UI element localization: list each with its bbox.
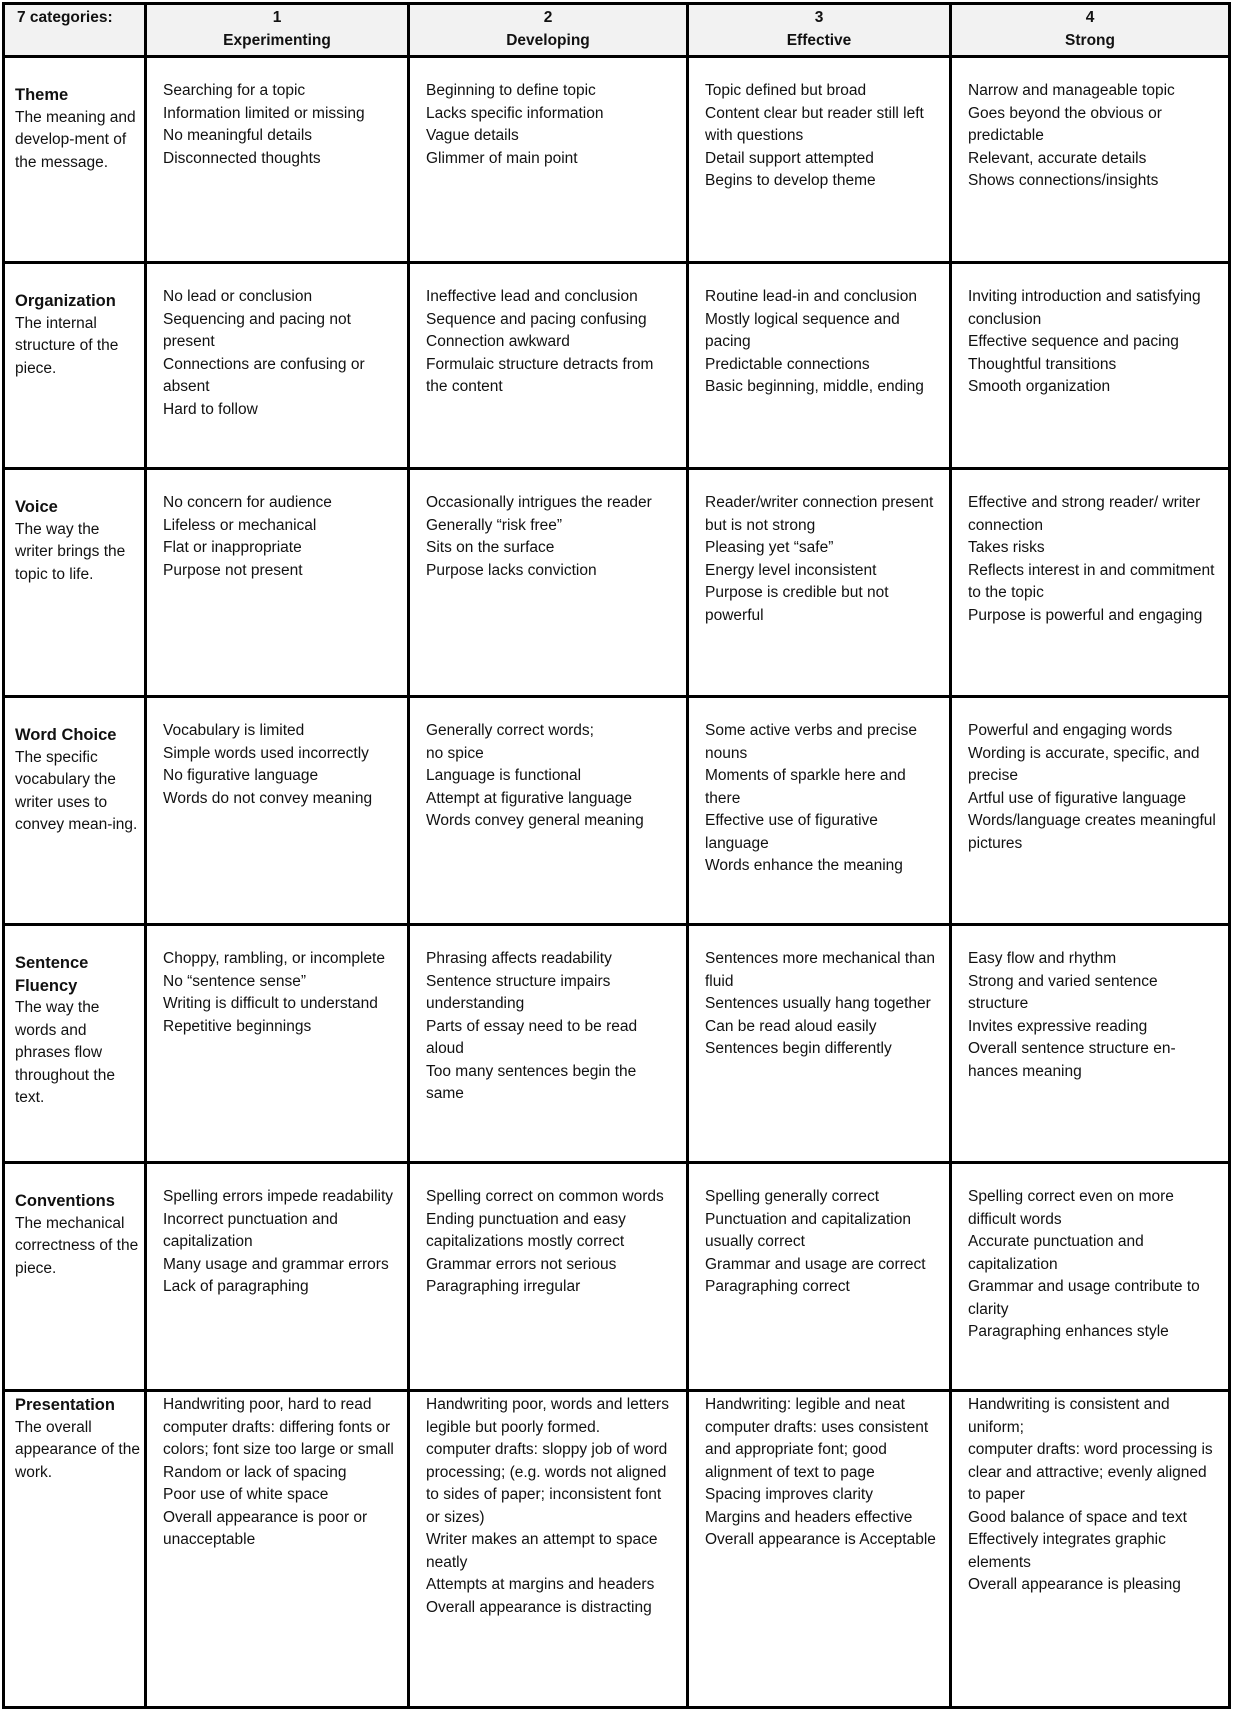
rubric-row-theme <box>4 57 1230 263</box>
criterion-item: Words do not convey meaning <box>163 789 373 807</box>
criterion-item: Purpose is credible but not powerful <box>705 584 889 624</box>
criterion-item: Content clear but reader still left with questions <box>705 104 924 144</box>
criterion-item: Easy flow and rhythm <box>968 950 1117 967</box>
criterion-item: Hard to follow <box>163 400 258 418</box>
criterion-item: Sentences usually hang together <box>705 995 931 1012</box>
criteria-list <box>705 1186 941 1299</box>
criterion-item: Punctuation and capitalization usually correct <box>705 1210 911 1250</box>
criteria-list <box>705 80 941 193</box>
criteria-list <box>163 948 399 1038</box>
criterion-item: Attempts at margins and headers <box>426 1576 655 1593</box>
criterion-item: Good balance of space and text <box>968 1508 1187 1526</box>
level-label: Experimenting <box>223 31 331 49</box>
criterion-item: Choppy, rambling, or incomplete <box>163 950 385 967</box>
criterion-item: No concern for audience <box>163 494 332 511</box>
criterion-item: Many usage and grammar errors <box>163 1255 389 1273</box>
level-3-cell <box>688 1391 951 1708</box>
criterion-item: Detail support attempted <box>705 149 874 167</box>
criterion-item: Overall appearance is distracting <box>426 1598 652 1616</box>
level-label: Effective <box>786 31 852 49</box>
criterion-item: Generally correct words; <box>426 722 594 739</box>
criteria-list <box>163 80 399 170</box>
category-name: Organization <box>15 292 116 310</box>
criterion-item: Accurate punctuation and capitalization <box>968 1233 1144 1273</box>
category-cell <box>4 469 146 697</box>
criterion-item: Generally “risk free” <box>426 516 563 534</box>
criterion-item: Occasionally intrigues the reader <box>426 494 652 511</box>
criterion-item: No “sentence sense” <box>163 972 307 990</box>
criterion-item: Overall sentence structure en-hances meaning <box>968 1040 1176 1080</box>
criterion-item: Formulaic structure detracts from the content <box>426 355 654 395</box>
criteria-list <box>705 948 941 1061</box>
criterion-item: computer drafts: sloppy job of word processing; (e.g. words not aligned to sides of paper; inconsistent font or sizes) <box>426 1441 668 1526</box>
criteria-list <box>163 1186 399 1299</box>
criterion-item: Ending punctuation and easy capitalizations mostly correct <box>426 1210 626 1250</box>
criterion-item: Moments of sparkle here and there <box>705 767 906 807</box>
criterion-item: No lead or conclusion <box>163 288 313 305</box>
level-label: Strong <box>1065 31 1115 49</box>
criterion-item: Shows connections/insights <box>968 172 1159 189</box>
criterion-item: Mostly logical sequence and pacing <box>705 310 900 350</box>
level-4-cell <box>951 1391 1230 1708</box>
level-1-cell <box>146 697 409 925</box>
level-2-cell <box>409 697 688 925</box>
level-1-cell <box>146 1163 409 1391</box>
criteria-list <box>705 1394 941 1552</box>
criterion-item: Spelling generally correct <box>705 1188 880 1205</box>
criterion-item: Poor use of white space <box>163 1486 329 1503</box>
criterion-item: No meaningful details <box>163 127 313 144</box>
header-row <box>4 4 1230 57</box>
criterion-item: Spelling correct on common words <box>426 1188 664 1205</box>
category-name: Presentation <box>15 1396 115 1414</box>
criterion-item: Too many sentences begin the same <box>426 1062 637 1102</box>
criterion-item: Spelling correct even on more difficult words <box>968 1188 1174 1228</box>
criterion-item: Grammar and usage contribute to clarity <box>968 1278 1200 1318</box>
level-4-cell <box>951 57 1230 263</box>
criterion-item: Lifeless or mechanical <box>163 516 317 534</box>
criterion-item: Predictable connections <box>705 355 870 373</box>
rubric-row-presentation <box>4 1391 1230 1708</box>
criterion-item: Connection awkward <box>426 333 570 350</box>
category-description: The mechanical correctness of the piece. <box>15 1214 139 1277</box>
level-3-cell <box>688 263 951 469</box>
criteria-list <box>705 720 941 878</box>
level-4-cell <box>951 469 1230 697</box>
criterion-item: Handwriting poor, hard to read <box>163 1396 372 1413</box>
level-number: 3 <box>814 9 824 26</box>
criterion-item: Purpose not present <box>163 561 303 579</box>
criterion-item: Reader/writer connection present but is not strong <box>705 494 934 534</box>
criterion-item: Phrasing affects readability <box>426 950 612 967</box>
criterion-item: Attempt at figurative language <box>426 789 632 807</box>
level-header-1 <box>146 4 409 57</box>
level-4-cell <box>951 925 1230 1163</box>
criteria-list <box>968 1394 1220 1597</box>
criterion-item: Grammar and usage are correct <box>705 1255 926 1273</box>
categories-label: 7 categories: <box>17 9 113 26</box>
level-header-4 <box>951 4 1230 57</box>
category-cell <box>4 697 146 925</box>
criterion-item: Goes beyond the obvious or predictable <box>968 104 1162 144</box>
criterion-item: Purpose lacks conviction <box>426 561 597 579</box>
rubric-row-conventions <box>4 1163 1230 1391</box>
criteria-list <box>426 720 678 833</box>
criteria-list <box>426 1394 678 1619</box>
criterion-item: Information limited or missing <box>163 104 365 122</box>
category-description: The specific vocabulary the writer uses to convey mean-ing. <box>15 748 138 833</box>
criterion-item: Disconnected thoughts <box>163 149 321 167</box>
criterion-item: Some active verbs and precise nouns <box>705 722 917 762</box>
criterion-item: Sequencing and pacing not present <box>163 310 351 350</box>
criterion-item: Random or lack of spacing <box>163 1463 347 1481</box>
criterion-item: Sits on the surface <box>426 539 555 556</box>
criteria-list <box>426 948 678 1106</box>
categories-header <box>4 4 146 57</box>
level-3-cell <box>688 925 951 1163</box>
criterion-item: Lack of paragraphing <box>163 1278 309 1295</box>
criterion-item: Thoughtful transitions <box>968 355 1117 373</box>
criterion-item: Wording is accurate, specific, and precise <box>968 744 1200 784</box>
writing-rubric-table <box>2 2 1231 1709</box>
criterion-item: Effective sequence and pacing <box>968 333 1179 350</box>
criterion-item: Begins to develop theme <box>705 172 876 189</box>
criterion-item: Sentences begin differently <box>705 1040 892 1057</box>
criterion-item: computer drafts: differing fonts or colors; font size too large or small <box>163 1418 394 1458</box>
level-2-cell <box>409 925 688 1163</box>
criterion-item: Pleasing yet “safe” <box>705 539 834 556</box>
criterion-item: Effective and strong reader/ writer connection <box>968 494 1201 534</box>
level-2-cell <box>409 263 688 469</box>
criterion-item: Writing is difficult to understand <box>163 995 378 1012</box>
level-1-cell <box>146 925 409 1163</box>
criterion-item: Words enhance the meaning <box>705 857 903 874</box>
level-2-cell <box>409 1391 688 1708</box>
criterion-item: Takes risks <box>968 539 1045 556</box>
category-description: The internal structure of the piece. <box>15 314 119 377</box>
criterion-item: Simple words used incorrectly <box>163 744 369 762</box>
criterion-item: Invites expressive reading <box>968 1017 1148 1035</box>
level-label: Developing <box>506 31 590 49</box>
criterion-item: Handwriting: legible and neat <box>705 1396 905 1413</box>
criteria-list <box>426 492 678 582</box>
level-1-cell <box>146 263 409 469</box>
criteria-list <box>968 286 1220 399</box>
category-cell <box>4 925 146 1163</box>
category-cell <box>4 1163 146 1391</box>
criterion-item: Words/language creates meaningful pictures <box>968 812 1216 852</box>
criterion-item: Connections are confusing or absent <box>163 355 365 395</box>
criterion-item: Margins and headers effective <box>705 1508 913 1526</box>
criterion-item: Sequence and pacing confusing <box>426 310 647 328</box>
rubric-row-word-choice <box>4 697 1230 925</box>
category-name: Voice <box>15 498 58 516</box>
criterion-item: computer drafts: word processing is clear and attractive; evenly aligned to paper <box>968 1441 1213 1503</box>
criteria-list <box>163 1394 399 1552</box>
level-header-2 <box>409 4 688 57</box>
level-number: 4 <box>1085 9 1095 26</box>
level-3-cell <box>688 697 951 925</box>
criterion-item: computer drafts: uses consistent and appropriate font; good alignment of text to page <box>705 1418 929 1481</box>
level-2-cell <box>409 57 688 263</box>
criterion-item: Vocabulary is limited <box>163 722 305 739</box>
level-4-cell <box>951 263 1230 469</box>
criterion-item: Topic defined but broad <box>705 82 867 99</box>
level-1-cell <box>146 469 409 697</box>
level-header-3 <box>688 4 951 57</box>
criteria-list <box>705 286 941 399</box>
criterion-item: Paragraphing irregular <box>426 1278 581 1295</box>
level-3-cell <box>688 469 951 697</box>
category-cell <box>4 1391 146 1708</box>
rubric-body <box>4 57 1230 1708</box>
criteria-list <box>705 492 941 627</box>
category-description: The way the words and phrases flow throughout the text. <box>15 999 115 1106</box>
criterion-item: Can be read aloud easily <box>705 1017 877 1035</box>
level-2-cell <box>409 1163 688 1391</box>
criterion-item: Basic beginning, middle, ending <box>705 378 924 395</box>
rubric-row-voice <box>4 469 1230 697</box>
rubric-row-sentence-fluency <box>4 925 1230 1163</box>
criterion-item: Beginning to define topic <box>426 82 596 99</box>
criterion-item: Parts of essay need to be read aloud <box>426 1017 638 1057</box>
criterion-item: Spelling errors impede readability <box>163 1188 394 1205</box>
criterion-item: Smooth organization <box>968 378 1111 395</box>
criterion-item: Handwriting poor, words and letters legible but poorly formed. <box>426 1396 669 1436</box>
criterion-item: Reflects interest in and commitment to the topic <box>968 561 1215 601</box>
criteria-list <box>968 720 1220 855</box>
criterion-item: Effective use of figurative language <box>705 812 878 852</box>
criteria-list <box>163 720 399 810</box>
criterion-item: Overall appearance is pleasing <box>968 1576 1181 1593</box>
criteria-list <box>426 286 678 399</box>
category-name: Sentence Fluency <box>15 954 89 995</box>
criterion-item: Vague details <box>426 127 519 144</box>
criterion-item: Effectively integrates graphic elements <box>968 1531 1166 1571</box>
level-number: 2 <box>543 9 553 26</box>
criterion-item: Purpose is powerful and engaging <box>968 606 1203 624</box>
criteria-list <box>968 492 1220 627</box>
criterion-item: Overall appearance is Acceptable <box>705 1531 936 1548</box>
criteria-list <box>968 80 1220 193</box>
criteria-list <box>968 948 1220 1083</box>
level-3-cell <box>688 57 951 263</box>
criterion-item: No figurative language <box>163 767 319 784</box>
rubric-row-organization <box>4 263 1230 469</box>
criterion-item: Routine lead-in and conclusion <box>705 288 917 305</box>
criteria-list <box>426 80 678 170</box>
category-cell <box>4 57 146 263</box>
criterion-item: Relevant, accurate details <box>968 149 1147 167</box>
category-description: The overall appearance of the work. <box>15 1418 140 1481</box>
criteria-list <box>163 492 399 582</box>
criterion-item: Powerful and engaging words <box>968 722 1173 739</box>
category-name: Theme <box>15 86 69 104</box>
criterion-item: Searching for a topic <box>163 82 306 99</box>
category-name: Conventions <box>15 1192 115 1210</box>
criterion-item: Strong and varied sentence structure <box>968 972 1158 1012</box>
category-description: The way the writer brings the topic to life. <box>15 520 126 583</box>
criteria-list <box>426 1186 678 1299</box>
category-description: The meaning and develop-ment of the message. <box>15 108 136 171</box>
criteria-list <box>163 286 399 421</box>
criterion-item: Sentences more mechanical than fluid <box>705 950 936 990</box>
category-cell <box>4 263 146 469</box>
level-4-cell <box>951 697 1230 925</box>
criterion-item: Overall appearance is poor or unacceptable <box>163 1508 368 1548</box>
level-number: 1 <box>272 9 282 26</box>
criterion-item: Handwriting is consistent and uniform; <box>968 1396 1170 1436</box>
level-1-cell <box>146 1391 409 1708</box>
criterion-item: Grammar errors not serious <box>426 1255 617 1273</box>
criterion-item: Narrow and manageable topic <box>968 82 1175 99</box>
criterion-item: Energy level inconsistent <box>705 561 877 579</box>
criterion-item: no spice <box>426 744 484 762</box>
criterion-item: Repetitive beginnings <box>163 1017 312 1035</box>
criterion-item: Writer makes an attempt to space neatly <box>426 1531 658 1571</box>
criterion-item: Paragraphing correct <box>705 1278 850 1295</box>
criterion-item: Ineffective lead and conclusion <box>426 288 638 305</box>
criterion-item: Incorrect punctuation and capitalization <box>163 1210 338 1250</box>
criterion-item: Sentence structure impairs understanding <box>426 972 611 1012</box>
criterion-item: Flat or inappropriate <box>163 539 302 556</box>
criterion-item: Language is functional <box>426 767 582 784</box>
level-1-cell <box>146 57 409 263</box>
criterion-item: Artful use of figurative language <box>968 789 1186 807</box>
criterion-item: Paragraphing enhances style <box>968 1323 1169 1340</box>
criteria-list <box>968 1186 1220 1344</box>
criterion-item: Spacing improves clarity <box>705 1486 873 1503</box>
level-3-cell <box>688 1163 951 1391</box>
criterion-item: Words convey general meaning <box>426 812 644 829</box>
level-4-cell <box>951 1163 1230 1391</box>
criterion-item: Inviting introduction and satisfying conclusion <box>968 288 1201 328</box>
level-2-cell <box>409 469 688 697</box>
criterion-item: Lacks specific information <box>426 104 604 122</box>
category-name: Word Choice <box>15 726 117 744</box>
criterion-item: Glimmer of main point <box>426 149 578 167</box>
